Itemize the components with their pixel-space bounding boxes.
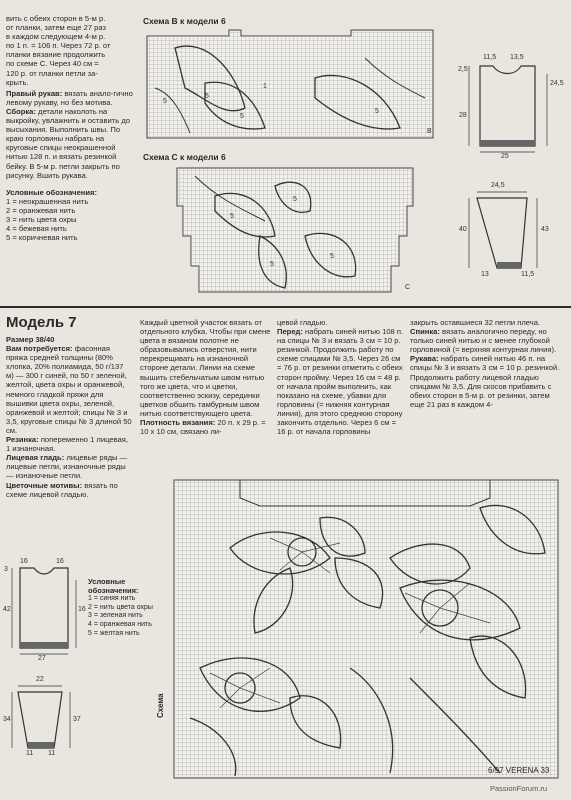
dim-label: 42: [3, 606, 11, 613]
rib-text: попеременно 1 лицевая, 1 изнаночная.: [6, 435, 128, 454]
dim-label: 24,5: [550, 80, 564, 87]
col3-start: цевой гладью.: [277, 318, 328, 327]
text-line: по схеме C. Через 40 см =: [6, 59, 99, 69]
legend-title: Условные обозначения:: [88, 577, 139, 595]
text-line: крыть.: [6, 77, 29, 87]
svg-text:5: 5: [293, 196, 297, 203]
assembly-label: Сборка:: [6, 106, 36, 116]
size-line: Размер 38/40: [6, 335, 55, 344]
model7-column-4: [410, 318, 564, 409]
scheme-label: Схема: [156, 693, 165, 718]
dim-label: 11,5: [521, 271, 535, 278]
back-label: Спинка:: [410, 327, 440, 337]
model7-legend: [88, 578, 170, 638]
svg-text:5: 5: [230, 213, 234, 220]
stockinette-label: Лицевая гладь:: [6, 453, 65, 463]
text-line: 120 р. от планки петли за-: [6, 68, 98, 78]
scheme-c-svg: [175, 166, 415, 294]
model6-front-pattern: [455, 50, 565, 160]
dim-label: 16: [20, 558, 28, 565]
legend-item: 2 = оранжевая нить: [6, 205, 76, 215]
dim-label: 24,5: [491, 182, 505, 189]
density-label: Плотность вязания:: [140, 418, 216, 428]
svg-text:5: 5: [270, 261, 274, 268]
dim-label: 27: [38, 655, 46, 662]
model7-column-2: [140, 318, 273, 436]
body-pattern-svg: [2, 556, 86, 664]
top-left-column: [6, 14, 134, 242]
legend-item: 2 = нить цвета охры: [88, 603, 153, 611]
dim-label: 22: [36, 676, 44, 683]
materials-label: Вам потребуется:: [6, 344, 73, 354]
materials-text: фасонная пряжа средней толщины (80% хлопка, 20% полиамида, 50 г/137 м) — 300 г синей, по 50 г зеленой, желтой, цвета охры и оранжевой, немного гладкой пряжи для вышивки цвета охры, зеленой, оранжевой и желтой; спицы № 3 и 3,5, круговые спицы № 3 длиной 50 см.: [6, 344, 132, 435]
text-line: в каждом следующем 4-м р.: [6, 32, 106, 42]
model7-chart: [156, 478, 562, 780]
text-line: вить с обеих сторон в 5-м р.: [6, 14, 106, 23]
legend-item: 3 = нить цвета охры: [6, 214, 77, 224]
scheme-c-chart: [175, 166, 415, 294]
dim-label: 11,5: [483, 54, 497, 61]
right-sleeve-label: Правый рукав:: [6, 88, 63, 98]
model7-chart-svg: [170, 478, 562, 780]
col4-start: закрыть оставшиеся 32 петли плеча.: [410, 318, 541, 327]
scheme-b-chart: [145, 28, 435, 140]
text-line: от планки, затем еще 27 раз: [6, 23, 106, 33]
model7-heading: Модель 7: [6, 314, 77, 331]
sleeves-label: Рукава:: [410, 354, 439, 364]
front-label: Перед:: [277, 327, 303, 337]
dim-label: 16: [78, 606, 86, 613]
dim-label: 40: [459, 226, 467, 233]
dim-label: 28: [459, 112, 467, 119]
density-text: 20 п. х 29 р. = 10 х 10 см, связано ли-: [140, 418, 266, 437]
col2-text: Каждый цветной участок вязать от отдельного клубка. Чтобы при смене цвета в вязаном полотне не образовывались отверстия, нити перекрещивать на изнаночной стороне детали. Линии на схеме вышить стебельчатым швом нитью того же цвета, что и цветки, соответственно эскизу, серединки цветков обшить тамбурным швом нитью соответствующего цвета.: [140, 318, 271, 418]
legend-item: 3 = зеленая нить: [88, 612, 143, 620]
page-footer: 6/97 VERENA 33: [488, 766, 550, 775]
svg-text:5: 5: [330, 253, 334, 260]
assembly-text: детали наколоть на выкройку, увлажнить и оставить до высыхания. Выполнить швы. По краю горловины набрать на круговые спицы неокрашенной нитью 128 п. и вязать резинкой бейку. В 5-м р. петли закрыть по рисунку. Вшить рукава.: [6, 106, 130, 180]
motifs-text: вязать по схеме лицевой гладью.: [6, 480, 118, 499]
svg-text:1: 1: [263, 83, 267, 90]
motifs-label: Цветочные мотивы:: [6, 480, 83, 490]
legend-item: 4 = бежевая нить: [6, 224, 67, 234]
text-line: по 1 п. = 106 п. Через 72 р. от: [6, 41, 111, 51]
scheme-b-svg: [145, 28, 435, 140]
watermark: PassionForum.ru: [490, 784, 548, 793]
legend-item: 5 = коричневая нить: [6, 233, 78, 243]
svg-text:5: 5: [375, 108, 379, 115]
rib-label: Резинка:: [6, 435, 39, 445]
scheme-b-title: Схема B к модели 6: [143, 16, 226, 26]
legend-title: Условные обозначения:: [6, 187, 98, 197]
right-sleeve-text: вязать анало-гично левому рукаву, но без мотива.: [6, 88, 133, 107]
scheme-c-marker: C: [405, 284, 411, 291]
back-text: вязать аналогично переду, но только синей нитью и с менее глубокой горловиной (= верхняя контурная линия).: [410, 327, 557, 355]
stockinette-text: лицевые ряды — лицевые петли, изнаночные ряды — изнаночные петли.: [6, 453, 128, 481]
model7-column-1: [6, 335, 132, 499]
legend-item: 5 = желтая нить: [88, 629, 140, 637]
dim-label: 43: [541, 226, 549, 233]
dim-label: 16: [56, 558, 64, 565]
sleeves-text: набрать синей нитью 46 п. на спицы № 3 и вязать 3 см = 10 р. резинкой. Продолжить работу лицевой гладью спицами № 3,5. Для скосов прибавить с обеих сторон в 5-м р. от резинки, затем еще 21 раз в каждом 4-: [410, 354, 560, 409]
model7-sleeve-pattern: [2, 676, 86, 762]
dim-label: 11: [48, 750, 56, 757]
dim-label: 34: [3, 716, 11, 723]
section-divider: [0, 306, 571, 308]
svg-text:5: 5: [205, 93, 209, 100]
model7-body-pattern: [2, 556, 86, 664]
legend-item: 1 = синяя нить: [88, 595, 136, 603]
front-pattern-svg: [455, 50, 565, 160]
dim-label: 13: [481, 271, 489, 278]
legend-item: 4 = оранжевая нить: [88, 620, 152, 628]
dim-label: 37: [73, 716, 81, 723]
dim-label: 13,5: [510, 54, 524, 61]
dim-label: 3: [4, 566, 8, 573]
model6-sleeve-pattern: [455, 180, 565, 285]
scheme-c-title: Схема C к модели 6: [143, 152, 226, 162]
scheme-b-marker: B: [427, 128, 432, 135]
dim-label: 2,5: [458, 66, 468, 73]
dim-label: 25: [501, 153, 509, 160]
legend-item: 1 = неокрашенная нить: [6, 196, 89, 206]
svg-text:5: 5: [163, 98, 167, 105]
svg-text:5: 5: [240, 113, 244, 120]
model7-column-3: [277, 318, 405, 436]
text-line: планки вязание продолжить: [6, 50, 106, 60]
front-text: набрать синей нитью 108 п. на спицы № 3 и вязать 3 см = 10 р. резинкой. Продолжить работу по схеме спицами № 3,5. Через 26 см = 76 р. от резинки отметить с обеих сторон пройму. Через 16 см = 48 р. от начала пройм выполнить, как показано на схеме, убавки для горловины (= нижняя контурная линия), для этого среднюю сторону закончить отдельно. Через 6 см = 16 р. от начала горловины: [277, 327, 404, 437]
dim-label: 11: [26, 750, 34, 757]
